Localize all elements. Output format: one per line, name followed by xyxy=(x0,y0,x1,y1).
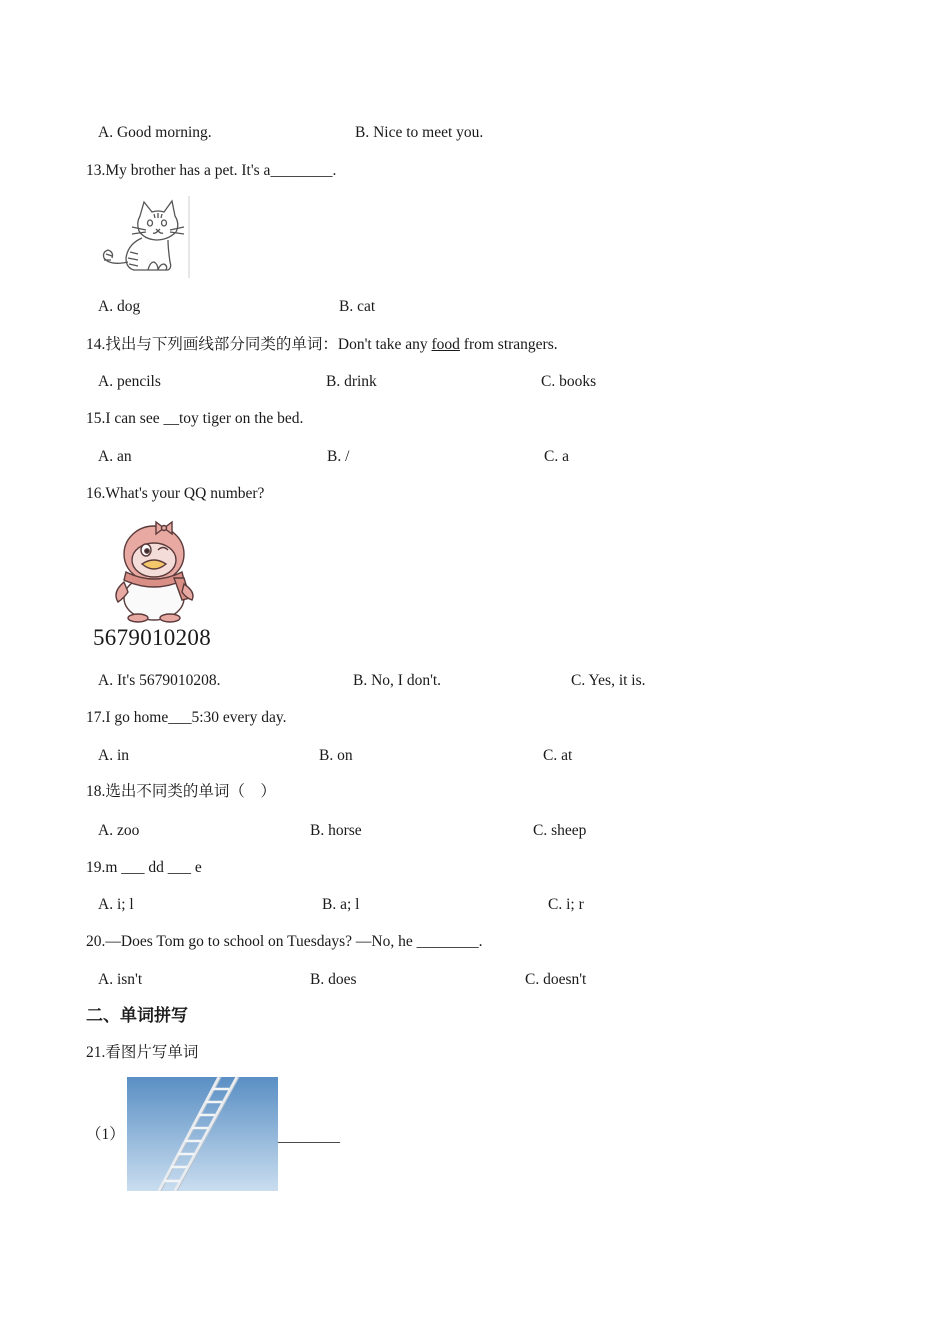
q19-option-c: C. i; r xyxy=(548,896,584,913)
q14-underlined-word: food xyxy=(431,336,460,353)
ladder-photo-icon xyxy=(127,1077,278,1191)
q14-option-a: A. pencils xyxy=(98,373,161,390)
q14-stem-prefix: 14.找出与下列画线部分同类的单词：Don't take any xyxy=(86,336,432,353)
q14-option-c: C. books xyxy=(541,373,597,390)
q19-option-b: B. a; l xyxy=(322,896,360,913)
q17-option-a: A. in xyxy=(98,747,129,764)
q12-option-b: B. Nice to meet you. xyxy=(355,124,484,141)
q20-option-c: C. doesn't xyxy=(525,971,587,988)
q17-option-b: B. on xyxy=(319,747,353,764)
q14-stem xyxy=(86,335,558,355)
q18-stem: 18.选出不同类的单词（ ） xyxy=(86,783,276,800)
q21-stem: 21.看图片写单词 xyxy=(86,1044,199,1061)
q20-option-a: A. isn't xyxy=(98,971,143,988)
q13-stem: 13.My brother has a pet. It's a________. xyxy=(86,162,337,179)
q16-option-c: C. Yes, it is. xyxy=(571,672,646,689)
q19-option-a: A. i; l xyxy=(98,896,134,913)
cat-drawing-icon xyxy=(98,196,190,278)
q18-option-a: A. zoo xyxy=(98,822,140,839)
qq-number-caption: 5679010208 xyxy=(93,625,211,650)
q17-stem: 17.I go home___5:30 every day. xyxy=(86,709,287,726)
q15-option-a: A. an xyxy=(98,448,132,465)
q18-option-b: B. horse xyxy=(310,822,362,839)
q13-option-a: A. dog xyxy=(98,298,141,315)
q18-option-c: C. sheep xyxy=(533,822,587,839)
q16-option-a: A. It's 5679010208. xyxy=(98,672,221,689)
qq-penguin-icon xyxy=(108,520,204,624)
q21-sub1-label: （1） xyxy=(86,1126,125,1143)
q15-option-b: B. / xyxy=(327,448,350,465)
q14-stem-suffix: from strangers. xyxy=(459,336,558,353)
q21-sub1-answer-blank[interactable]: ________ xyxy=(278,1128,340,1145)
q16-stem: 16.What's your QQ number? xyxy=(86,485,265,502)
q17-option-c: C. at xyxy=(543,747,573,764)
q16-option-b: B. No, I don't. xyxy=(353,672,442,689)
q15-stem: 15.I can see __toy tiger on the bed. xyxy=(86,410,304,427)
q19-stem: 19.m ___ dd ___ e xyxy=(86,859,202,876)
q20-option-b: B. does xyxy=(310,971,357,988)
q14-option-b: B. drink xyxy=(326,373,377,390)
q13-option-b: B. cat xyxy=(339,298,376,315)
q20-stem: 20.—Does Tom go to school on Tuesdays? —No, he ________. xyxy=(86,933,483,950)
q15-option-c: C. a xyxy=(544,448,569,465)
q12-option-a: A. Good morning. xyxy=(98,124,212,141)
section-title: 二、单词拼写 xyxy=(86,1006,188,1026)
